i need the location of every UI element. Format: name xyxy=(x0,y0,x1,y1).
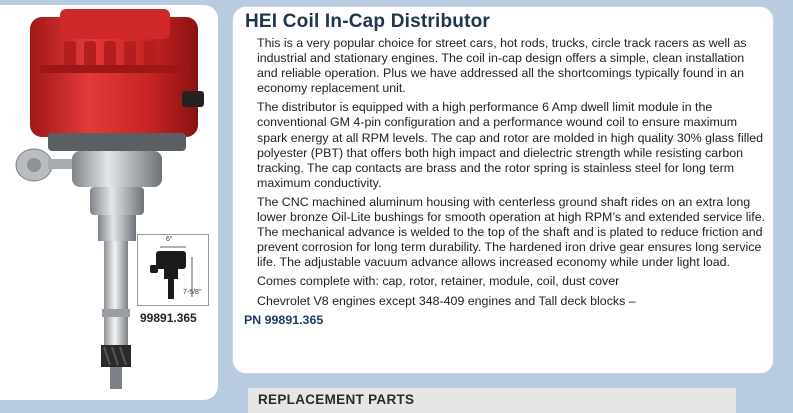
applications-text: Chevrolet V8 engines except 348-409 engines and Tall deck blocks – xyxy=(257,293,636,308)
product-description xyxy=(244,36,767,328)
product-title: HEI Coil In-Cap Distributor xyxy=(245,11,491,32)
distributor-shaft xyxy=(102,241,130,345)
product-image-panel xyxy=(0,5,218,400)
dimension-height: 7-5/8" xyxy=(183,289,202,296)
description-paragraph: This is a very popular choice for street cars, hot rods, trucks, circle track racers as well as industrial and stationary engines. The coil in-cap design offers a simple, clean installation and reliable operation. Plus we have addressed all the shortcomings typically found in an economy replacement unit. xyxy=(257,36,747,96)
description-panel xyxy=(232,6,774,374)
distributor-cap xyxy=(30,9,204,151)
product-part-number: PN 99891.365 xyxy=(244,312,324,327)
replacement-parts-heading: REPLACEMENT PARTS xyxy=(258,392,415,407)
drive-gear xyxy=(101,345,131,389)
image-part-number: 99891.365 xyxy=(140,311,197,325)
description-paragraph: The CNC machined aluminum housing with centerless ground shaft rides on an extra long lower bronze Oil-Lite bushings for smooth operation at high RPM’s and extended service life. The mechanical advance is welded to the top of the shaft and is plated to reduce friction and prevent corrosion for long term durability. The hardened iron drive gear ensures long service life. The adjustable vacuum advance allows increased economy while under light load. xyxy=(257,194,766,270)
vacuum-advance xyxy=(16,149,78,181)
included-items: Comes complete with: cap, rotor, retainer, module, coil, dust cover xyxy=(257,274,620,289)
dimension-width: 6" xyxy=(166,236,173,243)
dimension-inset xyxy=(137,234,209,306)
description-paragraph: The distributor is equipped with a high performance 6 Amp dwell limit module in the conventional GM 4-pin configuration and a performance wound coil to ensure maximum spark energy at all RPM levels. The cap and rotor are molded in high quality 30% glass filled polyester (PBT) that offers both high impact and dielectric strength while resisting carbon tracking. The cap contacts are brass and the rotor spring is stainless steel for long term maximum conductivity. xyxy=(257,100,763,190)
distributor-housing xyxy=(72,151,162,241)
distributor-illustration xyxy=(0,5,218,405)
replacement-parts-header xyxy=(248,388,736,413)
